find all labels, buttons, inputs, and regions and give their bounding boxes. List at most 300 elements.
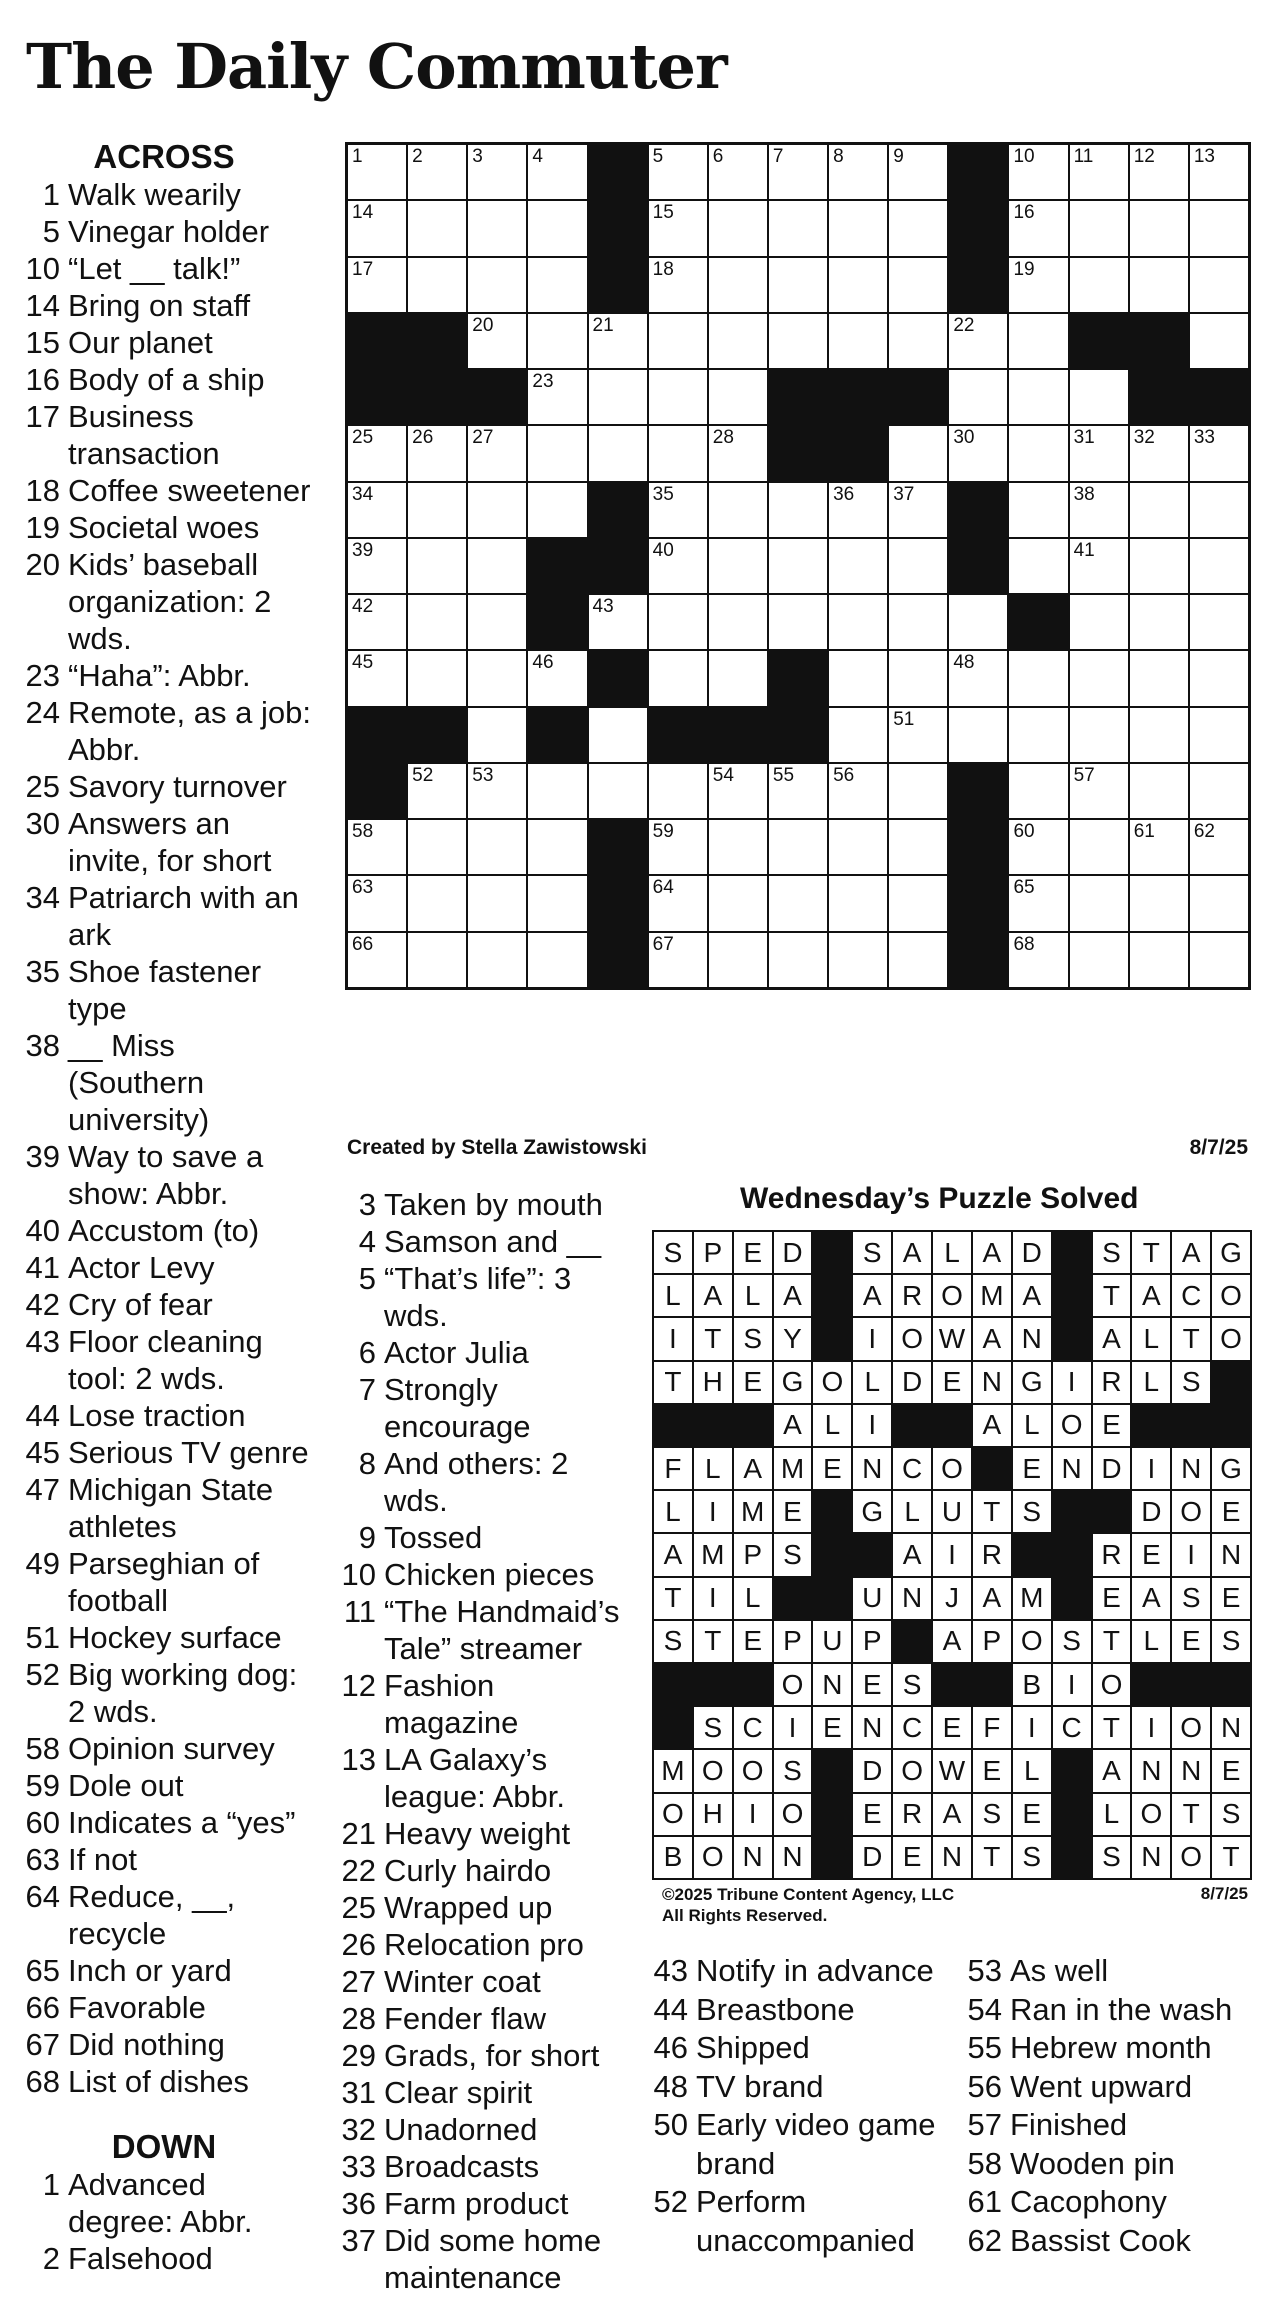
grid-cell[interactable] — [889, 933, 947, 987]
grid-cell[interactable] — [649, 201, 707, 255]
grid-cell[interactable] — [1130, 876, 1188, 930]
grid-cell[interactable] — [829, 539, 887, 593]
grid-cell[interactable] — [348, 539, 406, 593]
grid-cell[interactable] — [468, 426, 526, 480]
clue — [966, 2222, 1256, 2261]
grid-cell[interactable] — [468, 651, 526, 705]
grid-cell[interactable] — [829, 258, 887, 312]
grid-cell[interactable] — [1190, 764, 1248, 818]
grid-cell[interactable] — [649, 595, 707, 649]
solution-black-square — [1053, 1318, 1091, 1359]
grid-cell[interactable] — [769, 595, 827, 649]
clue — [340, 1519, 622, 1556]
grid-cell[interactable] — [709, 483, 767, 537]
cell-number: 28 — [712, 427, 734, 449]
cell-number: 61 — [1133, 821, 1155, 843]
grid-cell[interactable] — [408, 258, 466, 312]
grid-cell[interactable] — [348, 651, 406, 705]
grid-cell[interactable] — [829, 876, 887, 930]
grid-cell[interactable] — [709, 258, 767, 312]
grid-cell[interactable] — [408, 764, 466, 818]
grid-cell[interactable] — [1190, 708, 1248, 762]
clue-text: Lose traction — [68, 1398, 246, 1433]
grid-cell[interactable] — [468, 145, 526, 199]
clue — [966, 2068, 1256, 2107]
grid-cell[interactable] — [1190, 258, 1248, 312]
grid-cell[interactable] — [649, 370, 707, 424]
clue — [340, 1667, 622, 1741]
grid-cell[interactable] — [528, 764, 586, 818]
grid-cell[interactable] — [589, 314, 647, 368]
solution-cell: T — [1172, 1318, 1210, 1359]
solution-cell: O — [1132, 1794, 1170, 1835]
grid-cell[interactable] — [408, 539, 466, 593]
grid-cell[interactable] — [1130, 539, 1188, 593]
grid-cell[interactable] — [348, 820, 406, 874]
grid-cell[interactable] — [769, 201, 827, 255]
grid-cell[interactable] — [408, 483, 466, 537]
grid-cell[interactable] — [889, 314, 947, 368]
grid-cell[interactable] — [408, 201, 466, 255]
solution-cell: E — [1093, 1405, 1131, 1446]
cell-number: 1 — [352, 146, 363, 167]
grid-cell[interactable] — [1130, 483, 1188, 537]
black-square — [408, 708, 466, 762]
grid-cell[interactable] — [1190, 820, 1248, 874]
clue — [652, 2183, 952, 2260]
grid-cell[interactable] — [408, 595, 466, 649]
grid-cell[interactable] — [1130, 764, 1188, 818]
grid-cell[interactable] — [649, 426, 707, 480]
clue-text: Dole out — [68, 1768, 184, 1803]
grid-cell[interactable] — [1009, 708, 1067, 762]
grid-cell[interactable] — [589, 764, 647, 818]
grid-cell[interactable] — [949, 708, 1007, 762]
grid-cell[interactable] — [468, 708, 526, 762]
clue — [24, 324, 318, 361]
grid-cell[interactable] — [649, 876, 707, 930]
clue — [24, 768, 318, 805]
clue-text: Relocation pro — [384, 1927, 584, 1962]
clue — [24, 1878, 318, 1952]
clue-text: Coffee sweetener — [68, 473, 311, 508]
grid-cell[interactable] — [709, 314, 767, 368]
cell-number: 59 — [652, 821, 674, 843]
grid-cell[interactable] — [408, 145, 466, 199]
solution-cell: Y — [774, 1318, 812, 1359]
grid-cell[interactable] — [709, 651, 767, 705]
grid-cell[interactable] — [769, 483, 827, 537]
grid-cell[interactable] — [829, 708, 887, 762]
cell-number: 20 — [472, 314, 494, 336]
grid-cell[interactable] — [889, 426, 947, 480]
grid-cell[interactable] — [1070, 258, 1128, 312]
solution-black-square — [1053, 1491, 1091, 1532]
black-square — [649, 708, 707, 762]
solution-cell: A — [973, 1405, 1011, 1446]
grid-cell[interactable] — [589, 595, 647, 649]
clue-text: Business transaction — [68, 399, 220, 471]
grid-cell[interactable] — [1070, 595, 1128, 649]
grid-cell[interactable] — [649, 539, 707, 593]
solution-cell: O — [774, 1664, 812, 1705]
grid-cell[interactable] — [1130, 201, 1188, 255]
black-square — [949, 258, 1007, 312]
clue-text: Savory turnover — [68, 769, 287, 804]
solution-black-square — [813, 1534, 851, 1575]
clue-text: Early video game brand — [696, 2107, 936, 2181]
grid-cell[interactable] — [589, 370, 647, 424]
solution-black-square — [813, 1318, 851, 1359]
grid-cell[interactable] — [1009, 258, 1067, 312]
grid-cell[interactable] — [889, 876, 947, 930]
grid-cell[interactable] — [829, 651, 887, 705]
cell-number: 53 — [472, 764, 494, 786]
grid-cell[interactable] — [528, 651, 586, 705]
clue-number: 35 — [25, 954, 60, 989]
grid-cell[interactable] — [829, 933, 887, 987]
clue — [340, 1741, 622, 1815]
grid-cell[interactable] — [468, 820, 526, 874]
grid-cell[interactable] — [1009, 539, 1067, 593]
clue — [340, 2074, 622, 2111]
grid-cell[interactable] — [649, 145, 707, 199]
clue-text: If not — [68, 1842, 137, 1877]
clue — [24, 2063, 318, 2100]
clue-number: 42 — [25, 1287, 60, 1322]
grid-cell[interactable] — [649, 314, 707, 368]
grid-cell[interactable] — [1070, 145, 1128, 199]
grid-cell[interactable] — [1190, 595, 1248, 649]
grid-cell[interactable] — [1190, 933, 1248, 987]
grid-cell[interactable] — [769, 539, 827, 593]
grid-cell[interactable] — [1009, 145, 1067, 199]
grid-cell[interactable] — [889, 820, 947, 874]
black-square — [528, 708, 586, 762]
solution-black-square — [1053, 1275, 1091, 1316]
grid-cell[interactable] — [889, 258, 947, 312]
grid-cell[interactable] — [709, 764, 767, 818]
grid-cell[interactable] — [408, 933, 466, 987]
grid-cell[interactable] — [889, 483, 947, 537]
grid-cell[interactable] — [408, 426, 466, 480]
clue-number: 52 — [25, 1657, 60, 1692]
grid-cell[interactable] — [709, 876, 767, 930]
grid-cell[interactable] — [649, 933, 707, 987]
grid-cell[interactable] — [1130, 651, 1188, 705]
grid-cell[interactable] — [468, 539, 526, 593]
grid-cell[interactable] — [709, 426, 767, 480]
grid-cell[interactable] — [829, 314, 887, 368]
grid-cell[interactable] — [348, 933, 406, 987]
grid-cell[interactable] — [528, 876, 586, 930]
grid-cell[interactable] — [1130, 145, 1188, 199]
grid-cell[interactable] — [889, 201, 947, 255]
grid-cell[interactable] — [889, 145, 947, 199]
grid-cell[interactable] — [769, 820, 827, 874]
clue-text: Hockey surface — [68, 1620, 282, 1655]
grid-cell[interactable] — [1070, 426, 1128, 480]
grid-cell[interactable] — [468, 258, 526, 312]
clue-number: 9 — [358, 1520, 376, 1555]
solution-black-square — [1172, 1405, 1210, 1446]
grid-cell[interactable] — [1130, 820, 1188, 874]
solution-black-square — [973, 1664, 1011, 1705]
grid-cell[interactable] — [709, 933, 767, 987]
grid-cell[interactable] — [649, 820, 707, 874]
grid-cell[interactable] — [769, 876, 827, 930]
grid-cell[interactable] — [709, 595, 767, 649]
grid-cell[interactable] — [468, 314, 526, 368]
grid-cell[interactable] — [1070, 820, 1128, 874]
grid-cell[interactable] — [1070, 933, 1128, 987]
grid-cell[interactable] — [769, 933, 827, 987]
solution-cell: U — [853, 1578, 891, 1619]
cell-number: 25 — [352, 427, 374, 449]
grid-cell[interactable] — [829, 145, 887, 199]
solution-cell: D — [774, 1232, 812, 1273]
clue-text: Body of a ship — [68, 362, 265, 397]
grid-cell[interactable] — [1190, 876, 1248, 930]
black-square — [949, 820, 1007, 874]
cell-number: 30 — [953, 427, 975, 449]
clue-text: Ran in the wash — [1010, 1991, 1233, 2027]
clue-number: 13 — [341, 1742, 376, 1777]
clue-number: 65 — [25, 1953, 60, 1988]
grid-cell[interactable] — [528, 258, 586, 312]
solution-cell: E — [853, 1794, 891, 1835]
grid-cell[interactable] — [829, 201, 887, 255]
black-square — [589, 933, 647, 987]
solution-cell: E — [813, 1707, 851, 1748]
grid-cell[interactable] — [348, 201, 406, 255]
solution-cell: O — [1212, 1318, 1250, 1359]
solution-black-square — [933, 1405, 971, 1446]
clue-text: Cry of fear — [68, 1287, 213, 1322]
grid-cell[interactable] — [1190, 201, 1248, 255]
solution-cell: W — [933, 1318, 971, 1359]
grid-cell[interactable] — [468, 595, 526, 649]
solution-cell: S — [1093, 1232, 1131, 1273]
grid-cell[interactable] — [889, 764, 947, 818]
solution-black-square — [1212, 1664, 1250, 1705]
cell-number: 4 — [532, 146, 543, 167]
grid-cell[interactable] — [348, 876, 406, 930]
grid-cell[interactable] — [528, 145, 586, 199]
grid-cell[interactable] — [769, 258, 827, 312]
grid-cell[interactable] — [468, 483, 526, 537]
grid-cell[interactable] — [1190, 651, 1248, 705]
grid-cell[interactable] — [889, 595, 947, 649]
grid-cell[interactable] — [649, 258, 707, 312]
grid-cell[interactable] — [408, 876, 466, 930]
grid-cell[interactable] — [709, 201, 767, 255]
black-square — [709, 708, 767, 762]
grid-cell[interactable] — [949, 595, 1007, 649]
grid-cell[interactable] — [949, 426, 1007, 480]
clue — [24, 2166, 318, 2240]
grid-cell[interactable] — [1190, 539, 1248, 593]
clue — [24, 1989, 318, 2026]
grid-cell[interactable] — [769, 314, 827, 368]
grid-cell[interactable] — [709, 145, 767, 199]
grid-cell[interactable] — [528, 426, 586, 480]
clue — [24, 694, 318, 768]
black-square — [589, 201, 647, 255]
grid-cell[interactable] — [829, 764, 887, 818]
grid-cell[interactable] — [1009, 370, 1067, 424]
clue-text: Shoe fastener type — [68, 954, 262, 1026]
grid-cell[interactable] — [649, 764, 707, 818]
cell-number: 26 — [412, 427, 434, 449]
clue — [966, 2029, 1256, 2068]
solution-cell: A — [853, 1275, 891, 1316]
grid-cell[interactable] — [1070, 483, 1128, 537]
page-title: The Daily Commuter — [26, 30, 727, 103]
grid-cell[interactable] — [1070, 539, 1128, 593]
grid-cell[interactable] — [1009, 426, 1067, 480]
grid-cell[interactable] — [468, 764, 526, 818]
grid-cell[interactable] — [528, 201, 586, 255]
clue-text: Advanced degree: Abbr. — [68, 2167, 253, 2239]
black-square — [589, 539, 647, 593]
solution-cell: F — [654, 1448, 692, 1489]
grid-cell[interactable] — [1190, 314, 1248, 368]
grid-cell[interactable] — [1130, 595, 1188, 649]
cell-number: 66 — [352, 933, 374, 955]
clue-number: 48 — [653, 2068, 688, 2104]
grid-cell[interactable] — [528, 820, 586, 874]
solution-cell: L — [734, 1578, 772, 1619]
cell-number: 5 — [652, 146, 664, 167]
grid-cell[interactable] — [528, 933, 586, 987]
solution-cell: L — [1013, 1405, 1051, 1446]
clue-text: Indicates a “yes” — [68, 1805, 296, 1840]
grid-cell[interactable] — [468, 933, 526, 987]
grid-cell[interactable] — [348, 426, 406, 480]
clue — [24, 361, 318, 398]
grid-cell[interactable] — [1190, 483, 1248, 537]
grid-cell[interactable] — [1130, 708, 1188, 762]
grid-cell[interactable] — [709, 370, 767, 424]
solution-cell: L — [813, 1405, 851, 1446]
grid-cell[interactable] — [1009, 314, 1067, 368]
grid-cell[interactable] — [769, 145, 827, 199]
solution-cell: N — [893, 1578, 931, 1619]
cell-number: 16 — [1013, 202, 1035, 224]
grid-cell[interactable] — [649, 651, 707, 705]
grid-cell[interactable] — [528, 370, 586, 424]
solution-cell: N — [734, 1837, 772, 1878]
clue-text: Actor Levy — [68, 1250, 215, 1285]
grid-cell[interactable] — [829, 483, 887, 537]
solution-date: 8/7/25 — [1200, 1884, 1248, 1903]
clue-number: 57 — [967, 2107, 1002, 2142]
grid-cell[interactable] — [1070, 876, 1128, 930]
grid-cell[interactable] — [1130, 258, 1188, 312]
grid-cell[interactable] — [829, 820, 887, 874]
grid-cell[interactable] — [1009, 820, 1067, 874]
grid-cell[interactable] — [1070, 764, 1128, 818]
grid-cell[interactable] — [1070, 370, 1128, 424]
grid-cell[interactable] — [1070, 651, 1128, 705]
solution-cell: O — [1172, 1707, 1210, 1748]
solution-cell: A — [774, 1275, 812, 1316]
grid-cell[interactable] — [348, 145, 406, 199]
grid-cell[interactable] — [889, 708, 947, 762]
grid-cell[interactable] — [709, 539, 767, 593]
grid-cell[interactable] — [528, 483, 586, 537]
solution-cell: A — [1132, 1578, 1170, 1619]
grid-cell[interactable] — [889, 651, 947, 705]
clue-text: Michigan State athletes — [68, 1472, 274, 1544]
grid-cell[interactable] — [769, 764, 827, 818]
solution-cell: C — [893, 1707, 931, 1748]
grid-cell[interactable] — [1009, 651, 1067, 705]
solution-cell: T — [1212, 1837, 1250, 1878]
grid-cell[interactable] — [889, 539, 947, 593]
solution-cell: O — [893, 1750, 931, 1791]
down-heading: DOWN — [111, 2128, 217, 2165]
grid-cell[interactable] — [589, 708, 647, 762]
black-square — [348, 764, 406, 818]
grid-cell[interactable] — [348, 258, 406, 312]
grid-cell[interactable] — [1130, 426, 1188, 480]
black-square — [829, 426, 887, 480]
clue-number: 40 — [25, 1213, 60, 1248]
solution-cell: D — [1093, 1448, 1131, 1489]
grid-cell[interactable] — [1190, 145, 1248, 199]
grid-cell[interactable] — [1009, 201, 1067, 255]
solution-cell: E — [1212, 1750, 1250, 1791]
grid-cell[interactable] — [589, 426, 647, 480]
grid-cell[interactable] — [1009, 876, 1067, 930]
grid-cell[interactable] — [949, 651, 1007, 705]
grid-cell[interactable] — [348, 483, 406, 537]
solution-cell: O — [1053, 1405, 1091, 1446]
grid-cell[interactable] — [348, 595, 406, 649]
solution-cell: I — [654, 1318, 692, 1359]
grid-cell[interactable] — [709, 820, 767, 874]
grid-cell[interactable] — [1070, 708, 1128, 762]
solution-black-square — [813, 1794, 851, 1835]
clue-text: Curly hairdo — [384, 1853, 552, 1888]
grid-cell[interactable] — [1009, 764, 1067, 818]
grid-cell[interactable] — [1009, 483, 1067, 537]
grid-cell[interactable] — [1130, 933, 1188, 987]
grid-cell[interactable] — [649, 483, 707, 537]
grid-cell[interactable] — [528, 314, 586, 368]
solution-cell: S — [853, 1232, 891, 1273]
solution-cell: O — [694, 1750, 732, 1791]
solution-cell: A — [933, 1794, 971, 1835]
grid-cell[interactable] — [1070, 201, 1128, 255]
clue — [340, 1223, 622, 1260]
grid-cell[interactable] — [408, 820, 466, 874]
grid-cell[interactable] — [949, 370, 1007, 424]
grid-cell[interactable] — [468, 876, 526, 930]
clue-number: 44 — [653, 1991, 688, 2027]
grid-cell[interactable] — [408, 651, 466, 705]
grid-cell[interactable] — [829, 595, 887, 649]
solution-cell: I — [1132, 1448, 1170, 1489]
grid-cell[interactable] — [949, 314, 1007, 368]
grid-cell[interactable] — [1190, 426, 1248, 480]
grid-cell[interactable] — [468, 201, 526, 255]
clue — [24, 2026, 318, 2063]
grid-cell[interactable] — [1009, 933, 1067, 987]
solution-cell: E — [893, 1837, 931, 1878]
